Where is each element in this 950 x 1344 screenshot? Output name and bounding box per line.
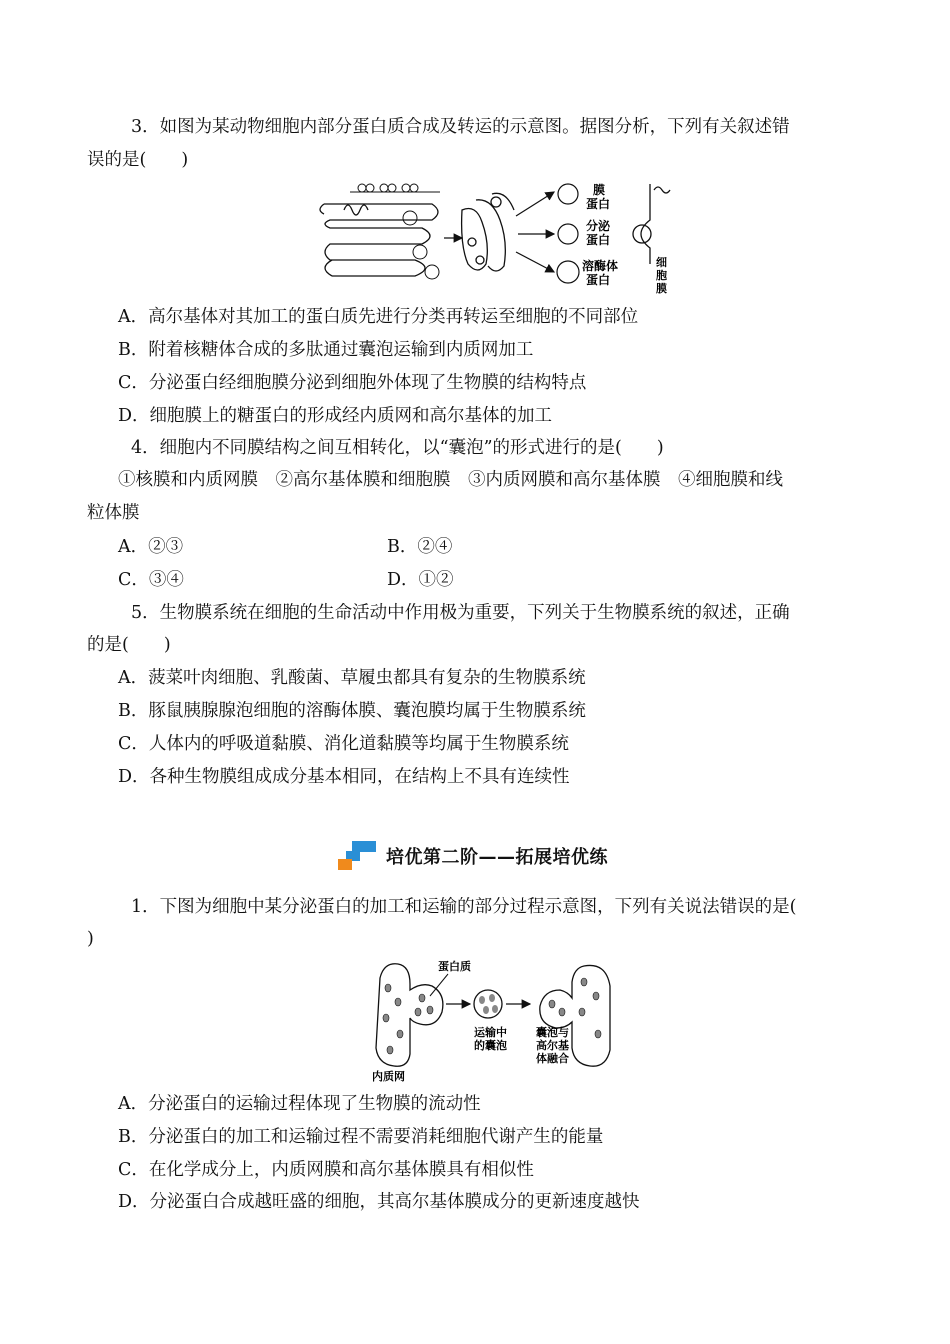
protein-transport-diagram bbox=[310, 180, 680, 298]
ribosomes bbox=[350, 184, 440, 192]
q4-option-b: B．②④ bbox=[387, 537, 453, 557]
q3-stem-line2: 误的是( ) bbox=[87, 150, 189, 170]
label-membrane-protein-2: 蛋白 bbox=[586, 197, 611, 211]
q3-stem-line1: 3．如图为某动物细胞内部分蛋白质合成及转运的示意图。据图分析，下列有关叙述错 bbox=[131, 117, 790, 137]
q4-items-line2: 粒体膜 bbox=[87, 503, 140, 523]
transport-vesicle bbox=[474, 990, 502, 1018]
vesicles-right bbox=[557, 184, 579, 283]
q5-stem-line1: 5．生物膜系统在细胞的生命活动中作用极为重要，下列关于生物膜系统的叙述，正确 bbox=[131, 603, 790, 623]
label-fusion-3: 体融合 bbox=[536, 1052, 569, 1065]
cell-membrane bbox=[633, 184, 670, 264]
section-logo-icon bbox=[338, 841, 378, 871]
label-cell-membrane-1: 细 bbox=[656, 256, 667, 269]
p1-stem-line2: ) bbox=[87, 929, 94, 949]
q5-option-c: C．人体内的呼吸道黏膜、消化道黏膜等均属于生物膜系统 bbox=[118, 734, 569, 754]
q4-stem: 4．细胞内不同膜结构之间互相转化，以“囊泡”的形式进行的是( ) bbox=[131, 438, 664, 458]
label-cell-membrane-2: 胞 bbox=[656, 269, 667, 282]
q3-option-c: C．分泌蛋白经细胞膜分泌到细胞外体现了生物膜的结构特点 bbox=[118, 373, 587, 393]
section-heading bbox=[338, 838, 608, 874]
q3-option-d: D．细胞膜上的糖蛋白的形成经内质网和高尔基体的加工 bbox=[118, 406, 553, 426]
q5-option-a: A．菠菜叶肉细胞、乳酸菌、草履虫都具有复杂的生物膜系统 bbox=[118, 668, 586, 688]
endoplasmic-reticulum bbox=[320, 204, 438, 276]
golgi-apparatus bbox=[462, 193, 514, 271]
q4-items-line1: ①核膜和内质网膜 ②高尔基体膜和细胞膜 ③内质网膜和高尔基体膜 ④细胞膜和线 bbox=[118, 470, 783, 490]
label-er: 内质网 bbox=[372, 1070, 405, 1083]
q4-option-c: C．③④ bbox=[118, 570, 184, 590]
label-secretory-protein-1: 分泌 bbox=[586, 219, 611, 233]
q3-option-b: B．附着核糖体合成的多肽通过囊泡运输到内质网加工 bbox=[118, 340, 534, 360]
q4-option-d: D．①② bbox=[387, 570, 454, 590]
q4-option-a: A．②③ bbox=[118, 537, 184, 557]
q3-option-a: A．高尔基体对其加工的蛋白质先进行分类再转运至细胞的不同部位 bbox=[118, 307, 639, 327]
q5-stem-line2: 的是( ) bbox=[87, 635, 171, 655]
label-transport-1: 运输中 bbox=[474, 1026, 507, 1039]
section-title: 培优第二阶——拓展培优练 bbox=[386, 847, 608, 868]
label-transport-2: 的囊泡 bbox=[474, 1039, 507, 1052]
label-cell-membrane-3: 膜 bbox=[656, 282, 667, 295]
secretory-protein-diagram bbox=[370, 956, 620, 1084]
label-protein: 蛋白质 bbox=[438, 960, 471, 973]
label-secretory-protein-2: 蛋白 bbox=[586, 233, 611, 247]
p1-option-b: B．分泌蛋白的加工和运输过程不需要消耗细胞代谢产生的能量 bbox=[118, 1127, 604, 1147]
label-lysosome-protein-1: 溶酶体 bbox=[582, 259, 619, 273]
p1-option-a: A．分泌蛋白的运输过程体现了生物膜的流动性 bbox=[118, 1094, 481, 1114]
label-fusion-1: 囊泡与 bbox=[536, 1026, 569, 1039]
q5-option-b: B．豚鼠胰腺腺泡细胞的溶酶体膜、囊泡膜均属于生物膜系统 bbox=[118, 701, 586, 721]
label-lysosome-protein-2: 蛋白 bbox=[586, 273, 611, 287]
vesicles-left bbox=[403, 211, 439, 279]
q5-option-d: D．各种生物膜组成成分基本相同，在结构上不具有连续性 bbox=[118, 767, 570, 787]
label-fusion-2: 高尔基 bbox=[536, 1039, 569, 1052]
p1-stem-line1: 1．下图为细胞中某分泌蛋白的加工和运输的部分过程示意图，下列有关说法错误的是( bbox=[131, 897, 797, 917]
er-particles bbox=[383, 984, 433, 1054]
p1-option-d: D．分泌蛋白合成越旺盛的细胞，其高尔基体膜成分的更新速度越快 bbox=[118, 1192, 640, 1212]
label-membrane-protein-1: 膜 bbox=[593, 183, 606, 197]
p1-option-c: C．在化学成分上，内质网膜和高尔基体膜具有相似性 bbox=[118, 1160, 534, 1180]
